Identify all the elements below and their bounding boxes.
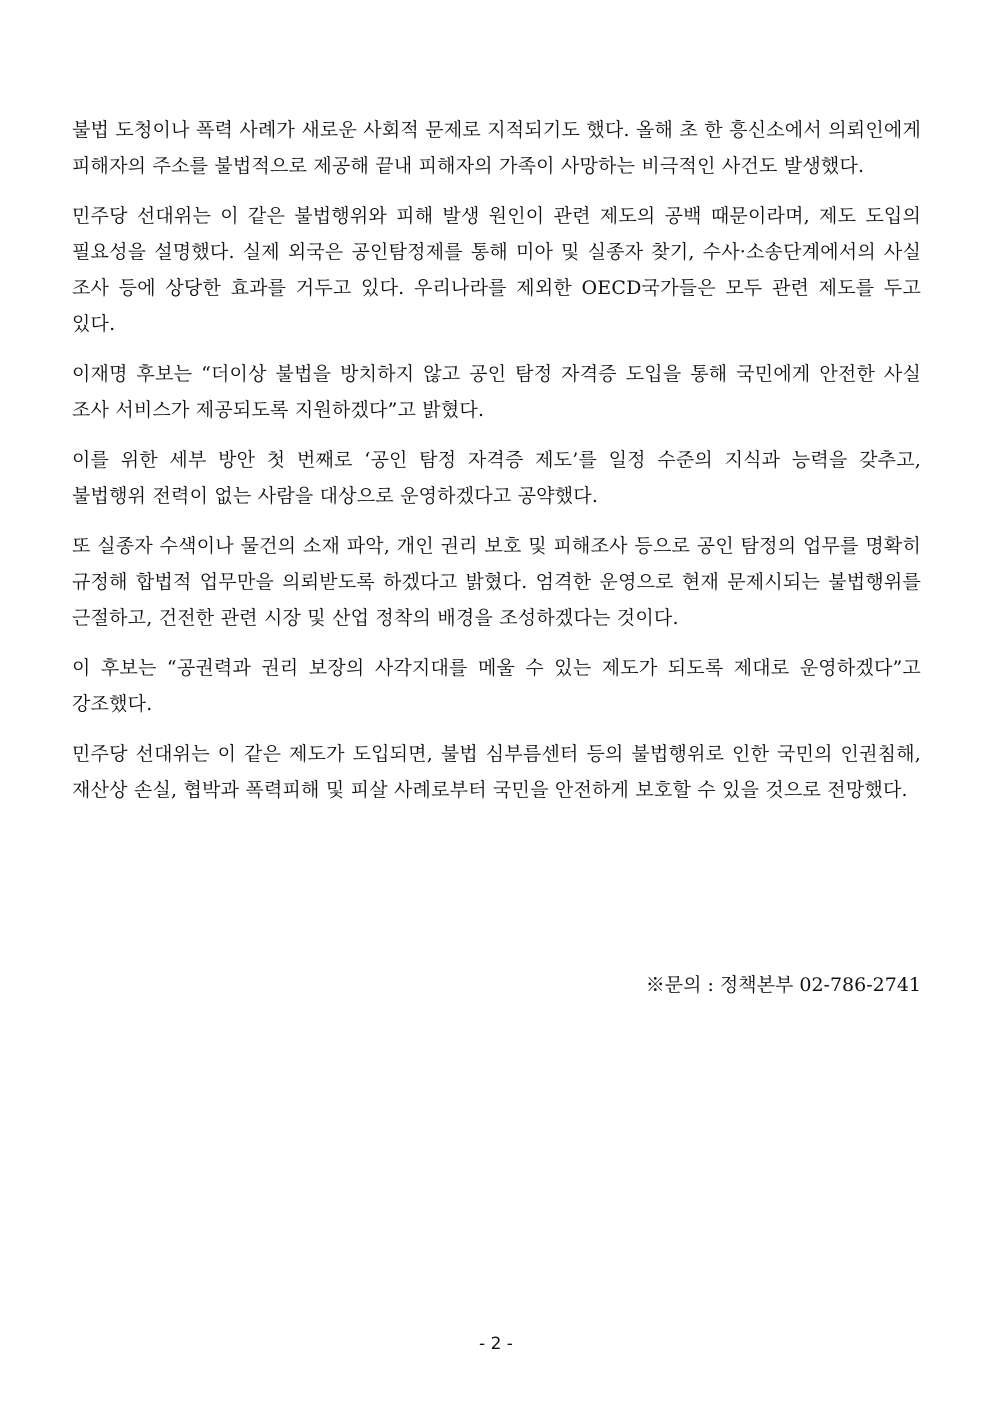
paragraph-candidate-emphasis: 이 후보는 “공권력과 권리 보장의 사각지대를 메울 수 있는 제도가 되도록 제대로 운영하겠다”고 강조했다. <box>72 657 921 715</box>
paragraph-system-gap: 민주당 선대위는 이 같은 불법행위와 피해 발생 원인이 관련 제도의 공백 때문이라며, 제도 도입의 필요성을 설명했다. 실제 외국은 공인탐정제를 통해 미아 및 실종자 찾기, 수사·소송단계에서의 사실 조사 등에 상당한 효과를 거두고 있다. 우리나라를 제외한 OECD국가들은 모두 관련 제도를 두고 있다. <box>72 205 921 335</box>
paragraph-scope-of-work: 또 실종자 수색이나 물건의 소재 파악, 개인 권리 보호 및 피해조사 등으로 공인 탐정의 업무를 명확히 규정해 합법적 업무만을 의뢰받도록 하겠다고 밝혔다. 엄격한 운영으로 현재 문제시되는 불법행위를 근절하고, 건전한 관련 시장 및 산업 정착의 배경을 조성하겠다는 것이다. <box>72 535 921 629</box>
contact-info: ※문의 : 정책본부 02-786-2741 <box>645 974 921 996</box>
paragraph-license-plan: 이를 위한 세부 방안 첫 번째로 ‘공인 탐정 자격증 제도’를 일정 수준의 지식과 능력을 갖추고, 불법행위 전력이 없는 사람을 대상으로 운영하겠다고 공약했다. <box>72 449 921 507</box>
paragraph-candidate-quote: 이재명 후보는 “더이상 불법을 방치하지 않고 공인 탐정 자격증 도입을 통해 국민에게 안전한 사실 조사 서비스가 제공되도록 지원하겠다”고 밝혔다. <box>72 363 921 421</box>
page-number: - 2 - <box>479 1334 513 1354</box>
paragraph-expected-effect: 민주당 선대위는 이 같은 제도가 도입되면, 불법 심부름센터 등의 불법행위로 인한 국민의 인권침해, 재산상 손실, 협박과 폭력피해 및 피살 사례로부터 국민을 안전하게 보호할 수 있을 것으로 전망했다. <box>72 743 921 801</box>
paragraph-illegal-cases: 불법 도청이나 폭력 사례가 새로운 사회적 문제로 지적되기도 했다. 올해 초 한 흥신소에서 의뢰인에게 피해자의 주소를 불법적으로 제공해 끝내 피해자의 가족이 사망하는 비극적인 사건도 발생했다. <box>72 119 921 177</box>
document-body <box>72 112 921 822</box>
